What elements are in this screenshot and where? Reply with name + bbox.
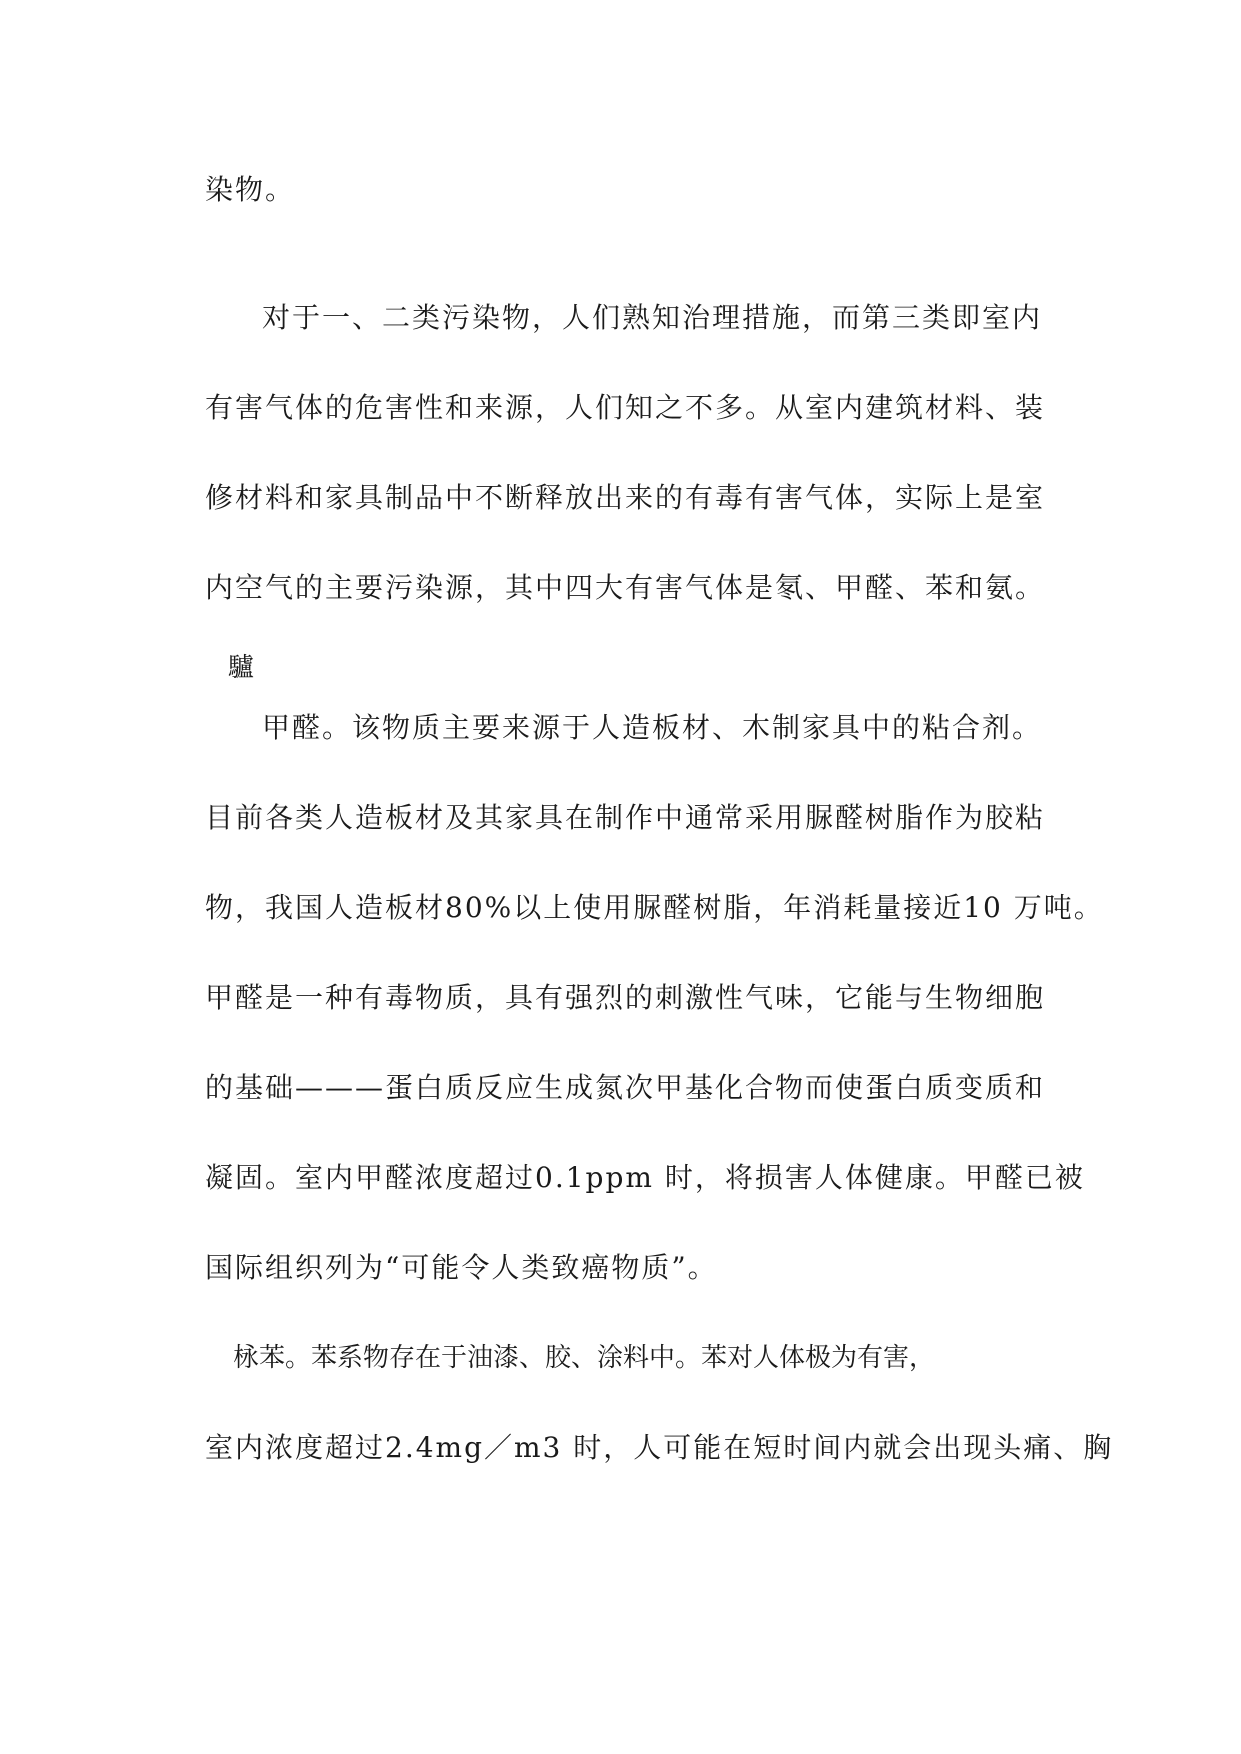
text-line: 修材料和家具制品中不断释放出来的有毒有害气体，实际上是室: [205, 481, 1046, 514]
text-line: 物，我国人造板材80%以上使用脲醛树脂，年消耗量接近10 万吨。: [205, 891, 1104, 924]
paragraph-first-line: 栐苯。苯系物存在于油漆、胶、涂料中。苯对人体极为有害，: [233, 1343, 936, 1373]
paragraph-first-line: 甲醛。该物质主要来源于人造板材、木制家具中的粘合剂。: [262, 711, 1043, 744]
text-line: 凝固。室内甲醛浓度超过0.1ppm 时，将损害人体健康。甲醛已被: [205, 1161, 1085, 1194]
text-line: 有害气体的危害性和来源，人们知之不多。从室内建筑材料、装: [205, 391, 1046, 424]
text-line: 国际组织列为“可能令人类致癌物质”。: [205, 1251, 718, 1284]
text-line: 的基础———蛋白质反应生成氮次甲基化合物而使蛋白质变质和: [205, 1071, 1046, 1104]
text-line: 染物。: [205, 173, 296, 206]
text-line: 室内浓度超过2.4mg／m3 时，人可能在短时间内就会出现头痛、胸: [205, 1431, 1114, 1464]
text-line: 目前各类人造板材及其家具在制作中通常采用脲醛树脂作为胶粘: [205, 801, 1046, 834]
text-line: 甲醛是一种有毒物质，具有强烈的刺激性气味，它能与生物细胞: [205, 981, 1046, 1014]
paragraph-first-line: 对于一、二类污染物，人们熟知治理措施，而第三类即室内: [262, 301, 1043, 334]
stray-character: 驢: [228, 653, 255, 683]
text-line: 内空气的主要污染源，其中四大有害气体是氡、甲醛、苯和氨。: [205, 571, 1046, 604]
